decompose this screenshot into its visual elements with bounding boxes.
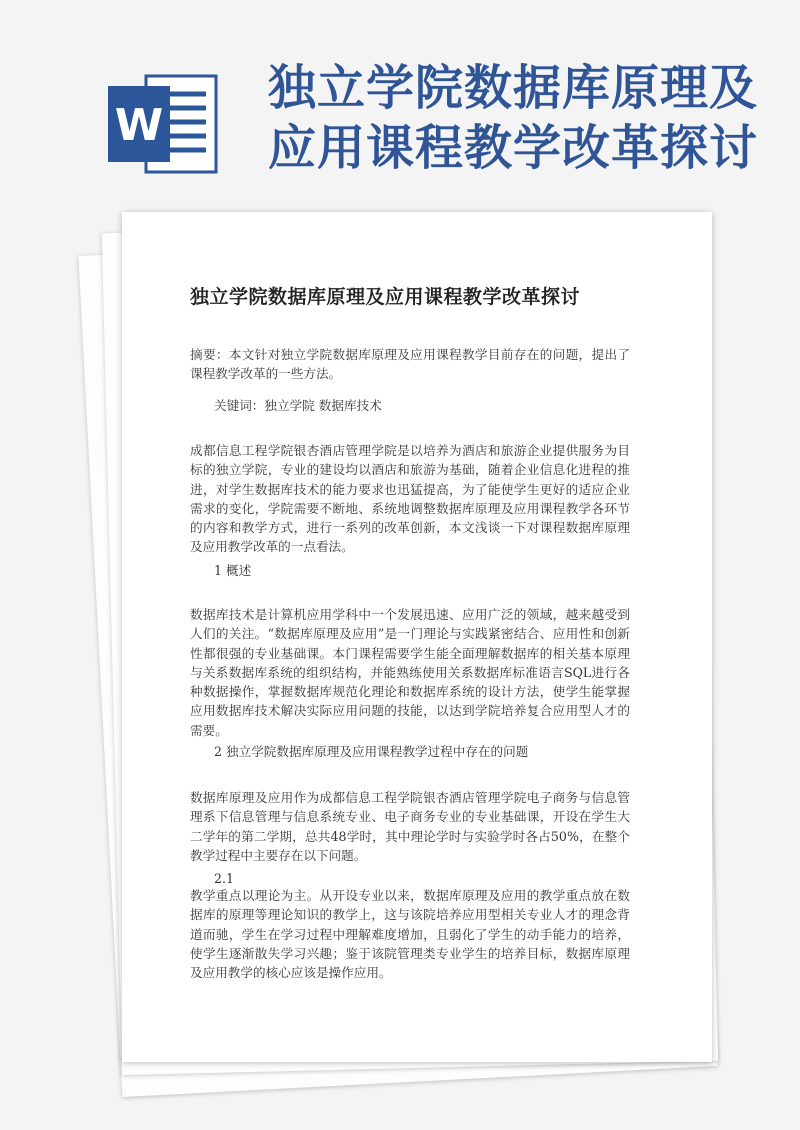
- section-2-heading: 2 独立学院数据库原理及应用课程教学过程中存在的问题: [214, 744, 529, 759]
- keywords-line: 关键词：独立学院 数据库技术: [214, 398, 382, 413]
- banner-title: 独立学院数据库原理及应用课程教学改革探讨: [268, 60, 759, 176]
- section-2-1-paragraph: 教学重点以理论为主。从开设专业以来，数据库原理及应用的教学重点放在数据库的原理等理论知识的教学上，这与该院培养应用型相关专业人才的理念背道而驰，学生在学习过程中理解难度增加，且弱化了学生的动手能力的培养，使学生逐渐散失学习兴趣；鉴于该院管理类专业学生的培养目标，数据库原理及应用教学的核心应该是操作应用。: [190, 888, 630, 981]
- abstract-paragraph: 摘要：本文针对独立学院数据库原理及应用课程教学目前存在的问题，提出了课程教学改革的一些方法。: [190, 347, 630, 382]
- document-title: 独立学院数据库原理及应用课程教学改革探讨: [190, 286, 581, 308]
- word-logo-letter: W: [114, 100, 164, 151]
- section-2-paragraph: 数据库原理及应用作为成都信息工程学院银杏酒店管理学院电子商务与信息管理系下信息管理与信息系统专业、电子商务专业的专业基础课，开设在学生大二学年的第二学期，总共48学时，其中理论学时与实验学时各占50%，在整个教学过程中主要存在以下问题。: [190, 790, 630, 863]
- intro-paragraph: 成都信息工程学院银杏酒店管理学院是以培养为酒店和旅游企业提供服务为目标的独立学院，专业的建设均以酒店和旅游为基础，随着企业信息化进程的推进，对学生数据库技术的能力要求也迅猛提高，为了能使学生更好的适应企业需求的变化，学院需要不断地、系统地调整数据库原理及应用课程教学各环节的内容和教学方式，进行一系列的改革创新，本文浅谈一下对课程数据库原理及应用教学改革的一点看法。: [190, 443, 630, 555]
- section-1-paragraph: 数据库技术是计算机应用学科中一个发展迅速、应用广泛的领域，越来越受到人们的关注。“数据库原理及应用”是一门理论与实践紧密结合、应用性和创新性都很强的专业基础课。本门课程需要学生能全面理解数据库的相关基本原理与关系数据库系统的组织结构，并能熟练使用关系数据库标准语言SQL进行各种数据操作，掌握数据库规范化理论和数据库系统的设计方法，使学生能掌握应用数据库技术解决实际应用问题的技能，以达到学院培养复合应用型人才的需要。: [190, 607, 630, 738]
- section-2-1-heading: 2.1: [214, 871, 235, 886]
- word-icon: [108, 68, 218, 180]
- section-1-heading: 1 概述: [214, 563, 252, 578]
